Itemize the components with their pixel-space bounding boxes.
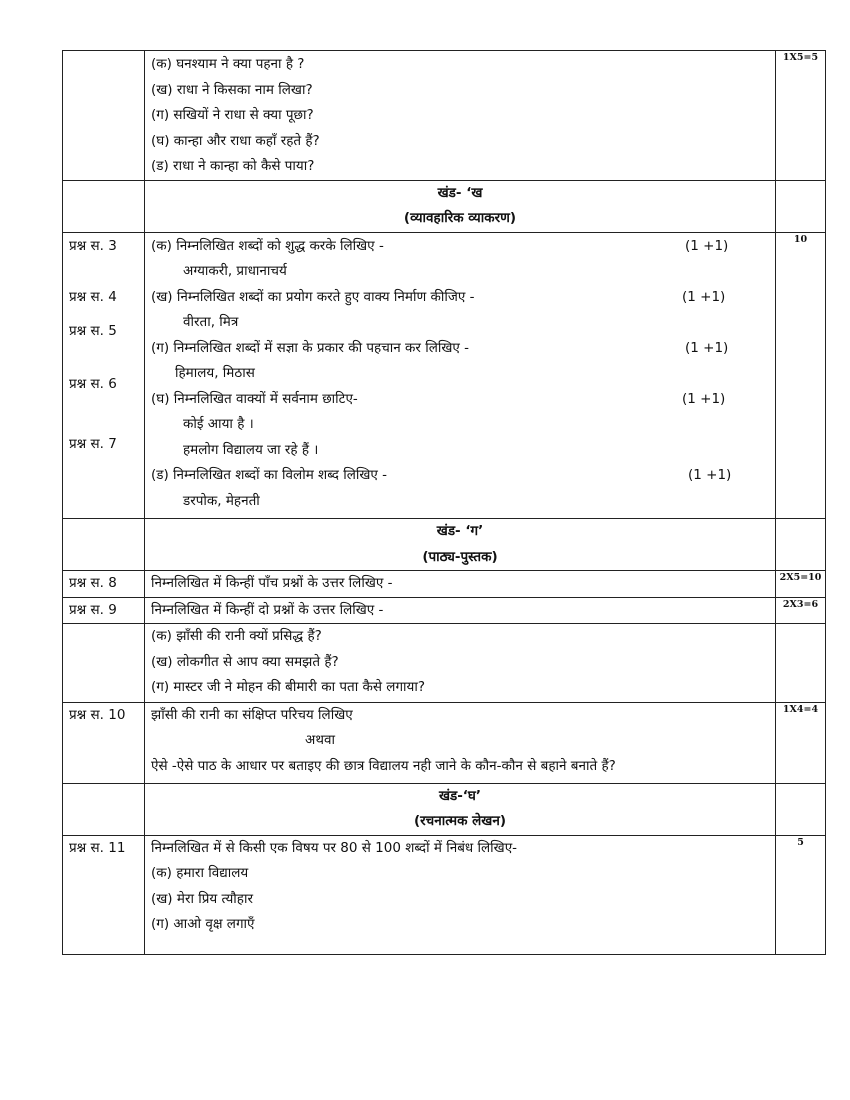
question-number-cell xyxy=(63,51,145,181)
alternate-question-text: ऐसे -ऐसे पाठ के आधार पर बताइए की छात्र विद्यालय नही जाने के कौन-कौन से बहाने बनाते हैं? xyxy=(151,757,616,774)
marks-cell xyxy=(776,51,826,181)
question-text-cell xyxy=(145,232,776,519)
list-item: (ड) राधा ने कान्हा को कैसे पाया? xyxy=(151,158,315,174)
sub-marks: (1 +1) xyxy=(682,288,726,305)
section-ga-header-row xyxy=(63,519,826,571)
question-label: प्रश्न स. 6 xyxy=(69,376,117,392)
list-item: (ख) मेरा प्रिय त्यौहार xyxy=(151,890,253,907)
question-label: प्रश्न स. 3 xyxy=(69,237,117,254)
list-item: (ग) आओ वृक्ष लगाएँ xyxy=(151,916,255,932)
q2-subquestions-row xyxy=(63,51,826,181)
sub-marks: (1 +1) xyxy=(685,339,729,356)
question-paper-table xyxy=(62,50,826,955)
grammar-questions-row xyxy=(63,232,826,519)
q11-row xyxy=(63,835,826,954)
list-item: (क) घनश्याम ने क्या पहना है ? xyxy=(151,56,305,72)
marks-label: 10 xyxy=(793,233,808,245)
list-item: (ख) लोकगीत से आप क्या समझते हैं? xyxy=(151,653,339,670)
question-label: प्रश्न स. 11 xyxy=(69,839,126,856)
section-subtitle: (पाठ्य-पुस्तक) xyxy=(422,548,498,565)
marks-label: 1X5=5 xyxy=(782,52,819,63)
question-label: प्रश्न स. 7 xyxy=(69,436,117,452)
section-header-cell xyxy=(145,519,776,571)
question-text: निम्नलिखित में किन्हीं दो प्रश्नों के उत्तर लिखिए - xyxy=(151,601,384,618)
question-label: प्रश्न स. 9 xyxy=(69,601,117,618)
sub-marks: (1 +1) xyxy=(685,237,729,254)
section-title: खंड-‘घ’ xyxy=(438,787,482,804)
answer-words: वीरता, मित्र xyxy=(183,314,239,330)
question-text: (ग) निम्नलिखित शब्दों में सज्ञा के प्रकार की पहचान कर लिखिए - (1 +1) xyxy=(145,336,775,362)
answer-words: हिमालय, मिठास xyxy=(175,365,255,381)
list-item: (क) हमारा विद्यालय xyxy=(151,865,249,881)
section-header-cell xyxy=(145,180,776,232)
section-subtitle: (व्यावहारिक व्याकरण) xyxy=(403,210,517,226)
q10-row xyxy=(63,702,826,783)
question-number-cell xyxy=(63,232,145,519)
marks-label: 2X5=10 xyxy=(779,572,822,583)
question-text: निम्नलिखित में किन्हीं पाँच प्रश्नों के उत्तर लिखिए - xyxy=(151,575,393,591)
answer-words: कोई आया है । xyxy=(183,416,254,432)
question-text: (ख) निम्नलिखित शब्दों का प्रयोग करते हुए वाक्य निर्माण कीजिए - (1 +1) xyxy=(145,285,775,311)
list-item: (क) झाँसी की रानी क्यों प्रसिद्ध हैं? xyxy=(151,628,322,644)
marks-label: 1X4=4 xyxy=(782,703,819,715)
q9-row xyxy=(63,597,826,624)
section-subtitle: (रचनात्मक लेखन) xyxy=(413,813,507,829)
question-text-cell xyxy=(145,51,776,181)
list-item: (ख) राधा ने किसका नाम लिखा? xyxy=(151,81,313,98)
question-text: (क) निम्नलिखित शब्दों को शुद्ध करके लिखिए - (1 +1) xyxy=(145,234,775,260)
marks-cell xyxy=(776,232,826,519)
q8-row xyxy=(63,571,826,598)
question-label: प्रश्न स. 8 xyxy=(69,575,117,591)
question-label: प्रश्न स. 10 xyxy=(69,706,126,723)
question-text: झाँसी की रानी का संक्षिप्त परिचय लिखिए xyxy=(151,706,353,723)
marks-label: 2X3=6 xyxy=(782,598,819,610)
answer-words: हमलोग विद्यालय जा रहे हैं । xyxy=(183,441,319,458)
answer-words: अग्याकरी, प्राधानाचर्य xyxy=(183,263,287,279)
question-label: प्रश्न स. 5 xyxy=(69,323,117,339)
list-item: (ग) मास्टर जी ने मोहन की बीमारी का पता कैसे लगाया? xyxy=(151,679,426,695)
sub-marks: (1 +1) xyxy=(688,467,732,483)
question-text: निम्नलिखित में से किसी एक विषय पर 80 से 100 शब्दों में निबंध लिखिए- xyxy=(151,839,518,856)
list-item: (ग) सखियों ने राधा से क्या पूछा? xyxy=(151,107,314,123)
section-gha-header-row xyxy=(63,783,826,835)
section-title: खंड- ‘ग’ xyxy=(436,523,484,539)
q9-subquestions-row xyxy=(63,624,826,703)
section-header-cell xyxy=(145,783,776,835)
list-item: (घ) कान्हा और राधा कहाँ रहते हैं? xyxy=(151,132,320,149)
or-label: अथवा xyxy=(305,732,335,748)
marks-label: 5 xyxy=(797,836,804,848)
section-title: खंड- ‘ख xyxy=(437,184,483,201)
question-text: (घ) निम्नलिखित वाक्यों में सर्वनाम छाटिए- (1 +1) xyxy=(145,387,775,413)
sub-marks: (1 +1) xyxy=(682,390,726,407)
question-text: (ड) निम्नलिखित शब्दों का विलोम शब्द लिखिए - (1 +1) xyxy=(145,463,775,489)
answer-words: डरपोक, मेहनती xyxy=(183,492,260,509)
section-kha-header-row xyxy=(63,180,826,232)
question-label: प्रश्न स. 4 xyxy=(69,288,117,305)
